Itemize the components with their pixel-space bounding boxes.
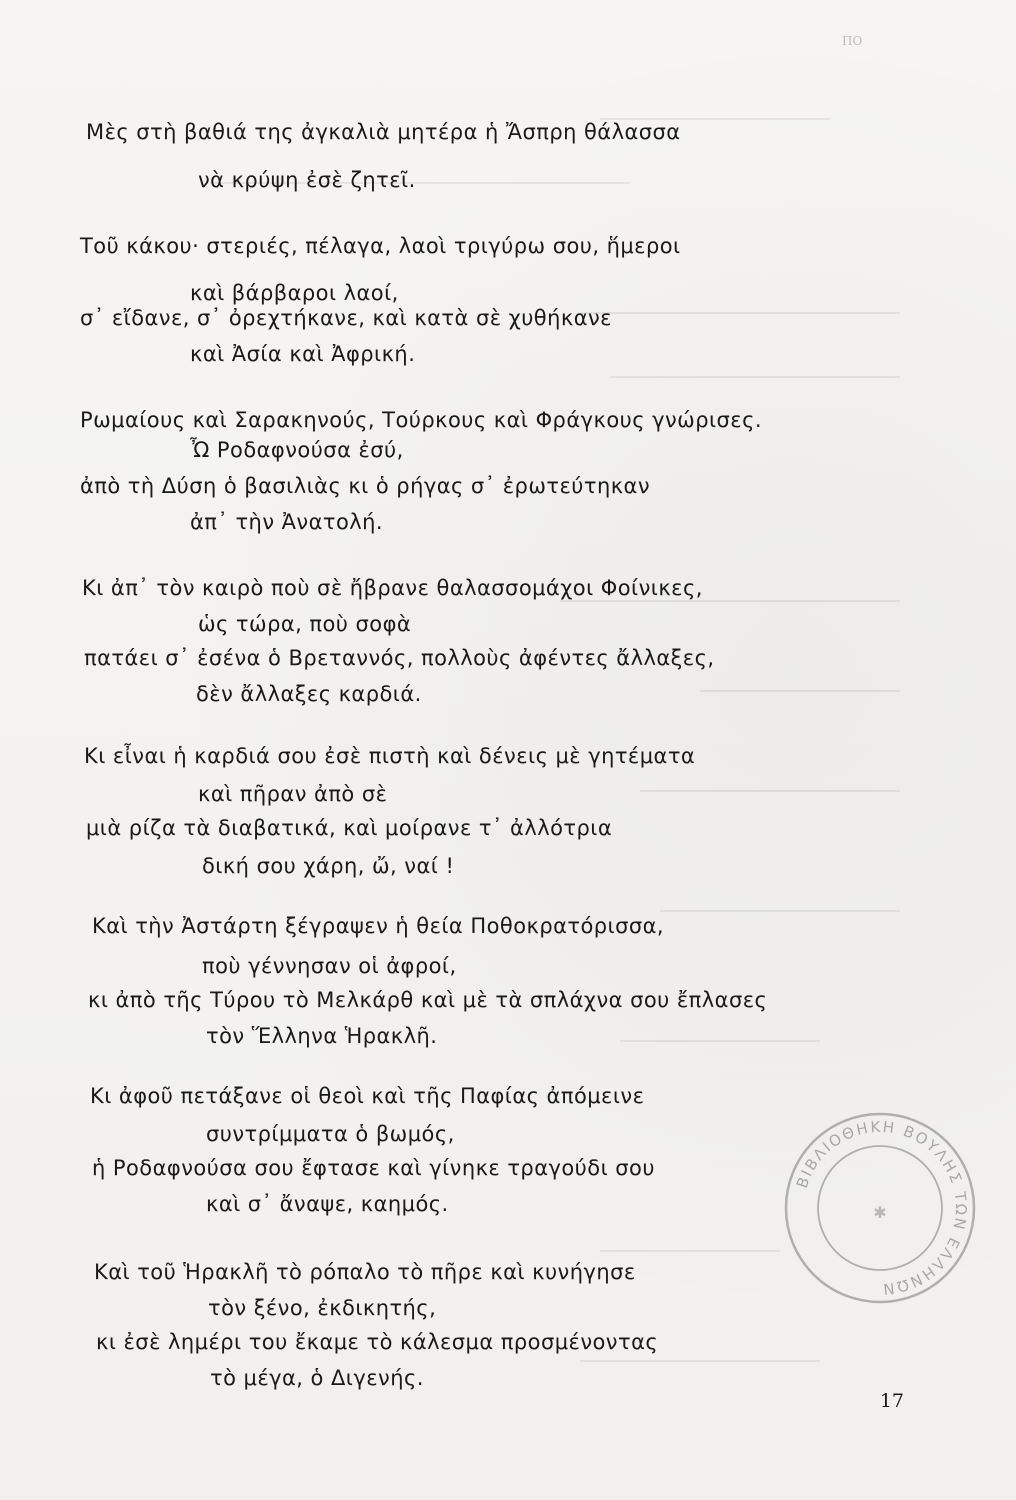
- poem-line: ἀπὸ τὴ Δύση ὁ βασιλιὰς κι ὁ ρήγας σ᾽ ἐρωτεύτηκαν: [80, 474, 650, 498]
- poem-line: ἀπ᾽ τὴν Ἀνατολή.: [190, 510, 384, 534]
- poem-line: Κι ἀπ᾽ τὸν καιρὸ ποὺ σὲ ἤβρανε θαλασσομάχοι Φοίνικες,: [82, 576, 703, 600]
- poem-line: καὶ πῆραν ἀπὸ σὲ: [198, 782, 388, 806]
- poem-line: καὶ Ἀσία καὶ Ἀφρική.: [190, 342, 416, 366]
- poem-line: Κι ἀφοῦ πετάξανε οἱ θεοὶ καὶ τῆς Παφίας ἀπόμεινε: [90, 1084, 645, 1108]
- poem-line: τὸν Ἕλληνα Ἡρακλῆ.: [206, 1024, 438, 1048]
- poem-line: δική σου χάρη, ὤ, ναί !: [202, 854, 455, 878]
- poem-line: καὶ βάρβαροι λαοί,: [190, 281, 399, 305]
- poem-line: Τοῦ κάκου· στεριές, πέλαγα, λαοὶ τριγύρω σου, ἥμεροι: [80, 234, 681, 258]
- poem-line: καὶ σ᾽ ἄναψε, καημός.: [206, 1192, 449, 1216]
- poem-line: νὰ κρύψη ἐσὲ ζητεῖ.: [198, 168, 416, 192]
- poem-line: Ρωμαίους καὶ Σαρακηνούς, Τούρκους καὶ Φράγκους γνώρισες.: [80, 408, 763, 432]
- poem-line: ποὺ γέννησαν οἱ ἀφροί,: [202, 954, 457, 978]
- poem-line: ὡς τώρα, ποὺ σοφὰ: [198, 612, 412, 636]
- page-number: 17: [879, 1390, 904, 1412]
- poem-line: μιὰ ρίζα τὰ διαβατικά, καὶ μοίρανε τ᾽ ἀλλότρια: [86, 816, 613, 840]
- poem-line: Μὲς στὴ βαθιά της ἀγκαλιὰ μητέρα ἡ Ἄσπρη θάλασσα: [86, 120, 681, 144]
- poem-line: ἡ Ροδαφνούσα σου ἔφτασε καὶ γίνηκε τραγούδι σου: [92, 1156, 655, 1180]
- poem-line: Καὶ τὴν Ἀστάρτη ξέγραψεν ἡ θεία Ποθοκρατόρισσα,: [92, 914, 665, 938]
- library-stamp: [780, 1108, 980, 1308]
- poem-line: κι ἀπὸ τῆς Τύρου τὸ Μελκάρθ καὶ μὲ τὰ σπλάχνα σου ἔπλασες: [88, 988, 768, 1012]
- poem-line: τὸν ξένο, ἐκδικητής,: [208, 1296, 437, 1320]
- poem-line: σ᾽ εἴδανε, σ᾽ ὀρεχτήκανε, καὶ κατὰ σὲ χυθήκανε: [80, 306, 612, 330]
- stamp-text: ΒΙΒΛΙΟΘΗΚΗ ΒΟΥΛΗΣ ΤΩΝ ΕΛΛΗΝΩΝ: [792, 1117, 971, 1299]
- poem-line: Ὦ Ροδαφνούσα ἐσύ,: [190, 438, 404, 462]
- poem-line: πατάει σ᾽ ἐσένα ὁ Βρεταννός, πολλοὺς ἀφέντες ἄλλαξες,: [84, 646, 715, 670]
- poem-line: συντρίμματα ὁ βωμός,: [206, 1122, 455, 1146]
- poem-line: τὸ μέγα, ὁ Διγενής.: [210, 1366, 424, 1390]
- running-mark: ΠΟ: [842, 34, 863, 48]
- poem-line: Καὶ τοῦ Ἡρακλῆ τὸ ρόπαλο τὸ πῆρε καὶ κυνήγησε: [94, 1260, 636, 1284]
- poem-line: κι ἐσὲ λημέρι του ἔκαμε τὸ κάλεσμα προσμένοντας: [96, 1330, 659, 1354]
- poem-line: δὲν ἄλλαξες καρδιά.: [196, 682, 422, 706]
- stamp-center-mark: ✱: [873, 1203, 887, 1222]
- poem-line: Κι εἶναι ἡ καρδιά σου ἐσὲ πιστὴ καὶ δένεις μὲ γητέματα: [84, 744, 696, 768]
